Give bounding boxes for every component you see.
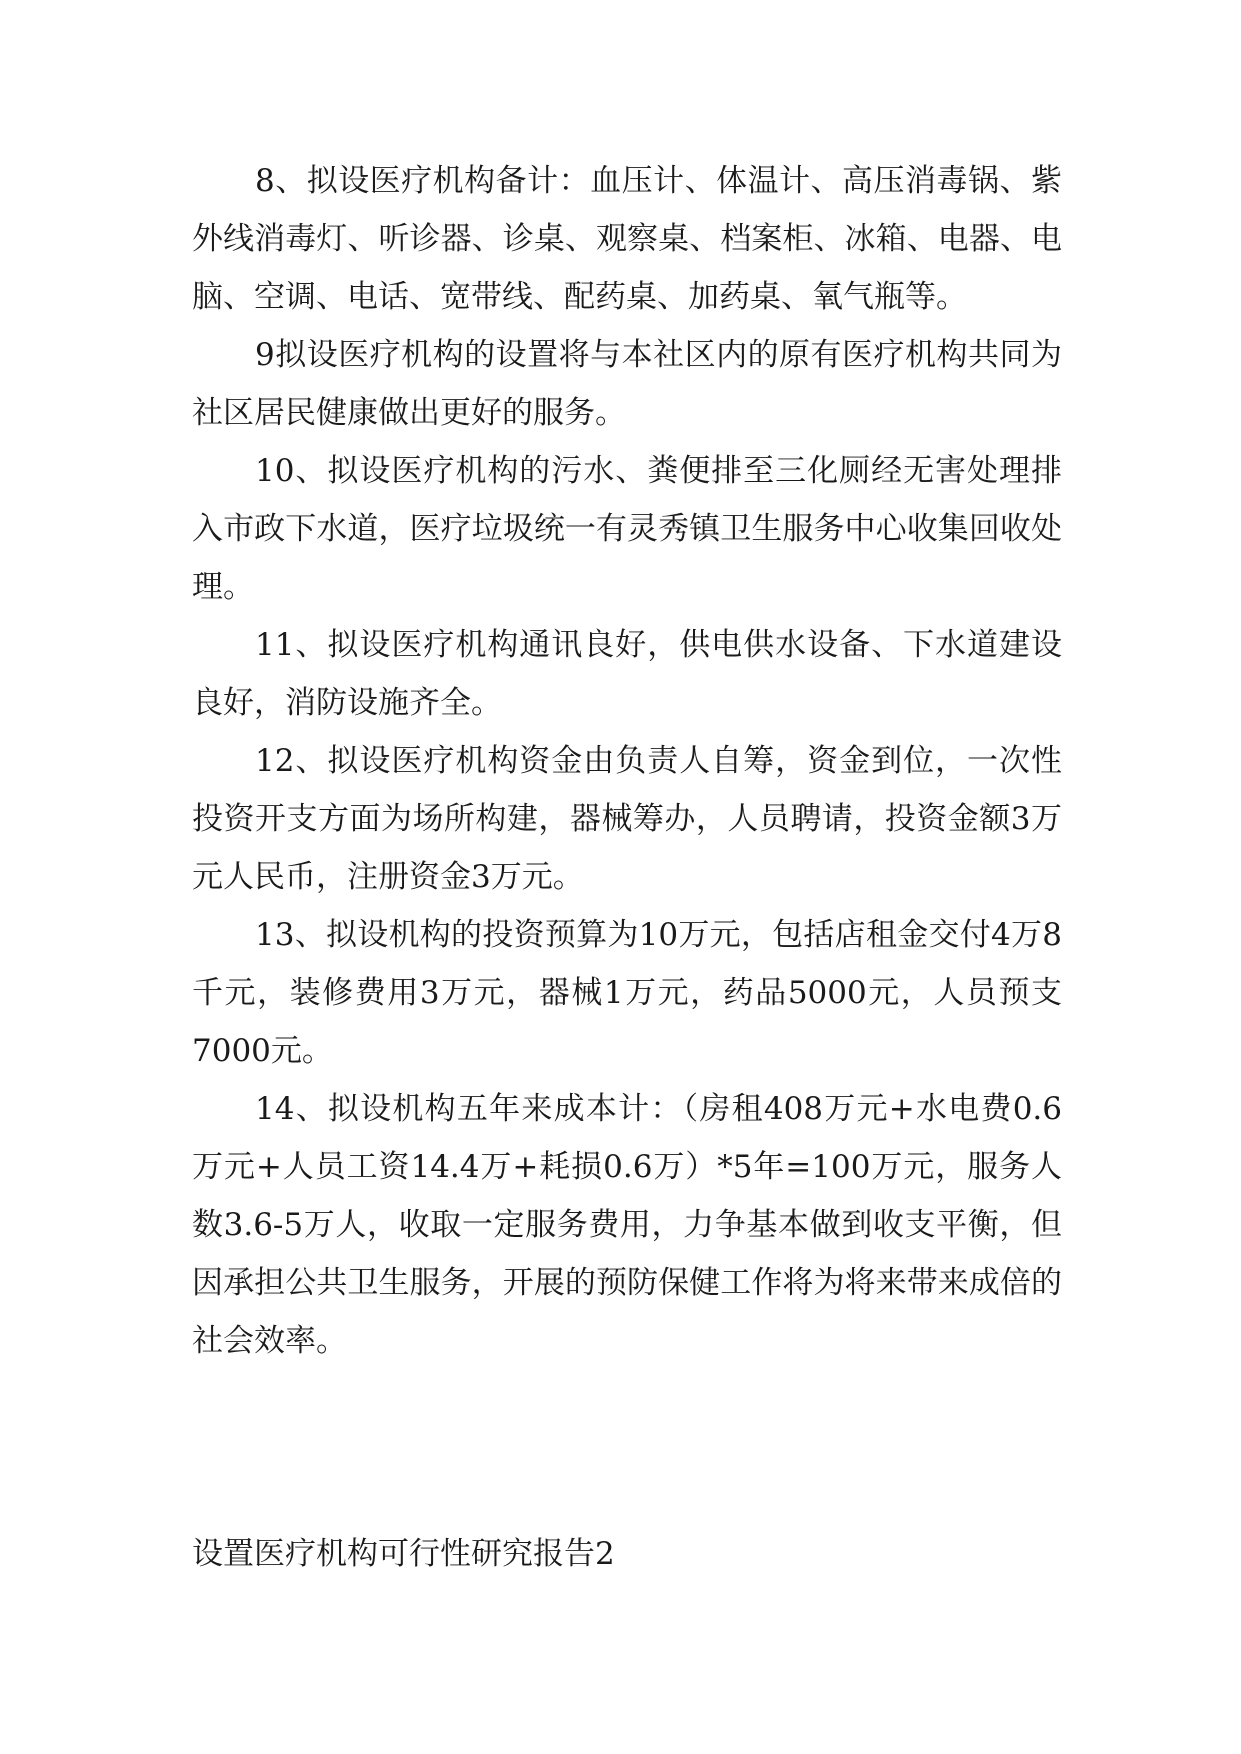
document-body: [192, 152, 1062, 1370]
paragraph-8: 8、拟设医疗机构备计：血压计、体温计、高压消毒锅、紫外线消毒灯、听诊器、诊桌、观察桌、档案柜、冰箱、电器、电脑、空调、电话、宽带线、配药桌、加药桌、氧气瓶等。: [192, 163, 1062, 315]
section-title: 设置医疗机构可行性研究报告2: [192, 1536, 615, 1572]
paragraph-14: 14、拟设机构五年来成本计：（房租408万元+水电费0.6万元+人员工资14.4万+耗损0.6万）*5年=100万元，服务人数3.6-5万人，收取一定服务费用，力争基本做到收支平衡，但因承担公共卫生服务，开展的预防保健工作将为将来带来成倍的社会效率。: [192, 1091, 1062, 1359]
paragraph-9: 9拟设医疗机构的设置将与本社区内的原有医疗机构共同为社区居民健康做出更好的服务。: [192, 337, 1062, 431]
paragraph-11: 11、拟设医疗机构通讯良好，供电供水设备、下水道建设良好，消防设施齐全。: [192, 627, 1062, 721]
paragraph-10: 10、拟设医疗机构的污水、粪便排至三化厕经无害处理排入市政下水道，医疗垃圾统一有灵秀镇卫生服务中心收集回收处理。: [192, 453, 1062, 605]
paragraph-13: 13、拟设机构的投资预算为10万元，包括店租金交付4万8千元，装修费用3万元，器械1万元，药品5000元，人员预支7000元。: [192, 917, 1062, 1069]
paragraph-12: 12、拟设医疗机构资金由负责人自筹，资金到位，一次性投资开支方面为场所构建，器械筹办，人员聘请，投资金额3万元人民币，注册资金3万元。: [192, 743, 1062, 895]
